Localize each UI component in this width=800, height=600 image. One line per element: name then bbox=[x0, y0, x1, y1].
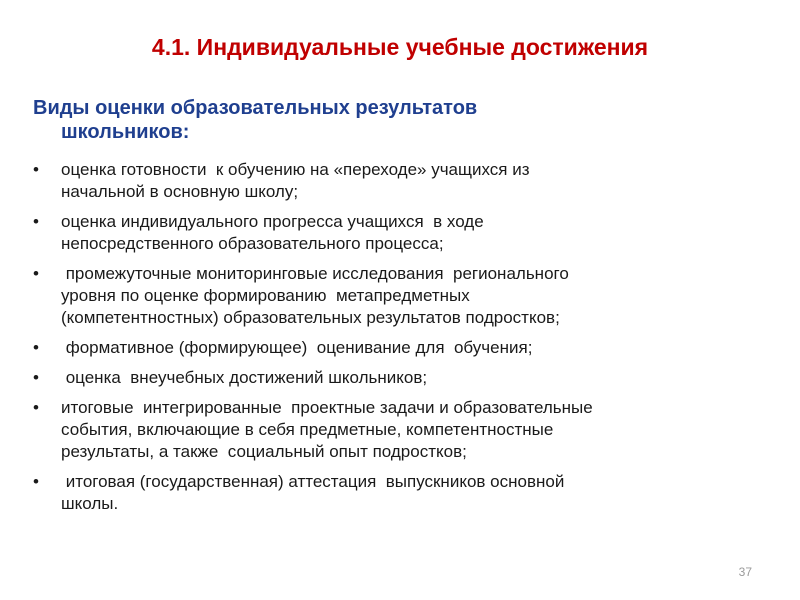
bullet-text bbox=[61, 367, 773, 389]
bullet-text-line: промежуточные мониторинговые исследования регионального bbox=[61, 264, 569, 283]
bullet-text-line: итоговая (государственная) аттестация выпускников основной bbox=[61, 472, 565, 491]
slide-title: 4.1. Индивидуальные учебные достижения bbox=[151, 34, 649, 60]
bullet-icon: • bbox=[33, 398, 39, 417]
bullet-icon: • bbox=[33, 472, 39, 491]
bullet-text-line: (компетентностных) образовательных результатов подростков; bbox=[61, 308, 560, 327]
bullet-text-line: оценка внеучебных достижений школьников; bbox=[61, 368, 428, 387]
bullet-list bbox=[33, 159, 773, 523]
bullet-item bbox=[33, 211, 773, 255]
bullet-text-line: итоговые интегрированные проектные задачи и образовательные bbox=[61, 398, 593, 417]
subtitle-line-2: школьников: bbox=[61, 121, 190, 143]
bullet-icon: • bbox=[33, 160, 39, 179]
bullet-item bbox=[33, 337, 773, 359]
bullet-text bbox=[61, 211, 773, 255]
bullet-icon: • bbox=[33, 368, 39, 387]
bullet-icon: • bbox=[33, 264, 39, 283]
bullet-text-line: результаты, а также социальный опыт подростков; bbox=[61, 442, 467, 461]
bullet-icon: • bbox=[33, 212, 39, 231]
bullet-text-line: оценка индивидуального прогресса учащихся в ходе bbox=[61, 212, 484, 231]
bullet-item bbox=[33, 367, 773, 389]
bullet-item bbox=[33, 471, 773, 515]
bullet-text bbox=[61, 337, 773, 359]
bullet-icon: • bbox=[33, 338, 39, 357]
bullet-text bbox=[61, 159, 773, 203]
bullet-item bbox=[33, 397, 773, 463]
slide-subtitle bbox=[33, 96, 673, 144]
bullet-text-line: непосредственного образовательного процесса; bbox=[61, 234, 444, 253]
bullet-text bbox=[61, 471, 773, 515]
bullet-text bbox=[61, 263, 773, 329]
bullet-text-line: формативное (формирующее) оценивание для обучения; bbox=[61, 338, 533, 357]
bullet-text-line: школы. bbox=[61, 494, 119, 513]
bullet-item bbox=[33, 263, 773, 329]
page-number: 37 bbox=[738, 565, 752, 579]
bullet-text-line: события, включающие в себя предметные, компетентностные bbox=[61, 420, 554, 439]
bullet-text bbox=[61, 397, 773, 463]
subtitle-line-1: Виды оценки образовательных результатов bbox=[33, 97, 478, 119]
bullet-text-line: оценка готовности к обучению на «переходе» учащихся из bbox=[61, 160, 530, 179]
bullet-text-line: начальной в основную школу; bbox=[61, 182, 299, 201]
bullet-item bbox=[33, 159, 773, 203]
bullet-text-line: уровня по оценке формированию метапредметных bbox=[61, 286, 470, 305]
